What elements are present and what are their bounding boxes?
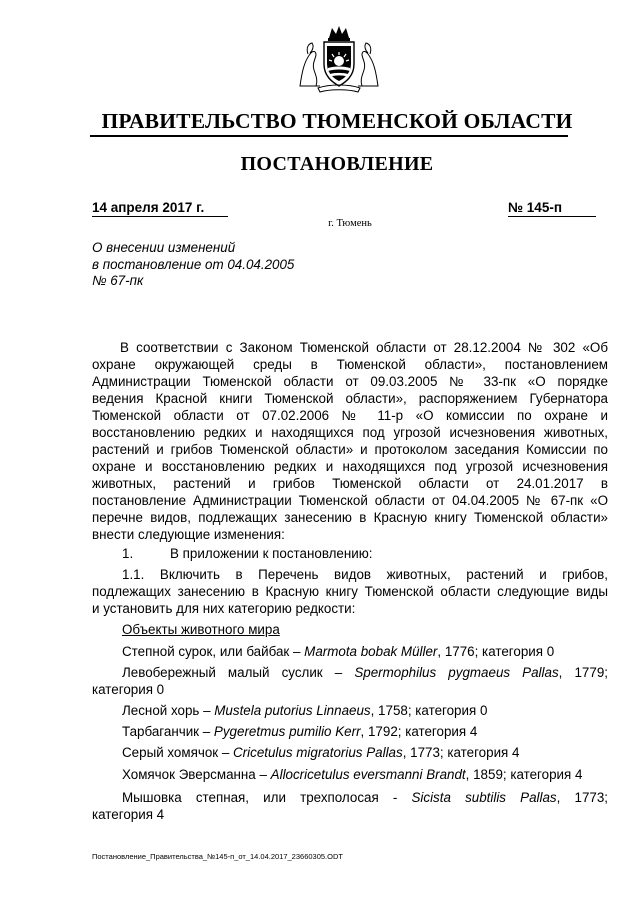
- preamble-line: В соответствии с Законом Тюменской области от 28.12.2004 № 302 «Об: [120, 340, 608, 355]
- species-latin: Pygeretmus pumilio Kerr: [213, 724, 361, 739]
- species-name: Тарбаганчик –: [122, 724, 214, 739]
- preamble-line: перечне видов, подлежащих занесению в Красную книгу Тюменской области»: [92, 510, 608, 525]
- species-name: Хомячок Эверсманна –: [122, 767, 271, 782]
- species-entry: [122, 723, 477, 740]
- subject-line: в постановление от 04.04.2005: [92, 256, 295, 272]
- coat-of-arms-icon: [294, 24, 384, 94]
- preamble-line: восстановлению редких и находящихся под угрозой исчезновения животных,: [92, 425, 608, 440]
- species-category: , 1859; категория 4: [465, 767, 583, 782]
- species-entry: [122, 744, 519, 761]
- item-number: 1.: [122, 546, 134, 561]
- species-entry: [122, 766, 582, 783]
- footer-filename: Постановление_Правительства_№145-п_от_14.04.2017_23660305.ODT: [92, 852, 343, 861]
- species-category: , 1779;: [558, 665, 608, 680]
- species-entry-cont: категория 4: [92, 807, 165, 822]
- item-text: В приложении к постановлению:: [170, 546, 373, 561]
- species-entry-cont: категория 0: [92, 682, 165, 697]
- document-subject: [92, 240, 294, 290]
- document-date: 14 апреля 2017 г.: [92, 200, 228, 217]
- species-latin: Cricetulus migratorius Pallas: [233, 745, 403, 760]
- species-name: Серый хомячок –: [122, 745, 234, 760]
- preamble-line: животных, растений и грибов Тюменской области от 24.01.2017 в: [92, 476, 608, 491]
- species-category: , 1776; категория 0: [437, 644, 555, 659]
- government-name: ПРАВИТЕЛЬСТВО ТЮМЕНСКОЙ ОБЛАСТИ: [101, 109, 573, 133]
- preamble-line: ведения Красной книги Тюменской области», распоряжением Губернатора: [92, 391, 608, 406]
- preamble-line: внести следующие изменения:: [92, 527, 285, 542]
- species-latin: Sicista subtilis Pallas: [411, 790, 557, 805]
- species-latin: Spermophilus pygmaeus Pallas: [354, 665, 559, 680]
- species-category: , 1758; категория 0: [370, 703, 488, 718]
- subject-line: О внесении изменений: [92, 240, 236, 255]
- species-entry: [122, 664, 608, 681]
- species-latin: Allocricetulus eversmanni Brandt: [270, 767, 466, 782]
- species-category: , 1792; категория 4: [360, 724, 478, 739]
- preamble-line: охране и восстановлению редких и находящихся под угрозой исчезновения: [92, 459, 608, 474]
- subject-line: № 67-пк: [92, 273, 144, 288]
- species-category: , 1773; категория 4: [402, 745, 520, 760]
- document-number: № 145-п: [508, 200, 596, 217]
- document-type-title: ПОСТАНОВЛЕНИЕ: [240, 153, 434, 175]
- preamble-line: постановление Администрации Тюменской области от 04.04.2005 № 67-пк «О: [92, 493, 608, 508]
- item11-line: 1.1. Включить в Перечень видов животных, растений и грибов,: [122, 567, 608, 582]
- preamble-line: охране окружающей среды в Тюменской области», постановлением: [92, 357, 608, 372]
- species-latin: Marmota bobak Müller: [304, 644, 438, 659]
- species-name: Лесной хорь –: [122, 703, 215, 718]
- species-entry: [122, 789, 608, 806]
- species-latin: Mustela putorius Linnaeus: [214, 703, 371, 718]
- species-category: , 1773;: [556, 790, 609, 805]
- title-underline: [90, 135, 568, 137]
- preamble-line: Администрации Тюменской области от 09.03.2005 № 33-пк «О порядке: [92, 374, 608, 389]
- species-name: Мышовка степная, или трехполосая -: [122, 790, 412, 805]
- section-title: Объекты животного мира: [122, 622, 280, 637]
- species-entry: [122, 702, 487, 719]
- species-name: Степной сурок, или байбак –: [122, 644, 305, 659]
- preamble-line: Тюменской области от 07.02.2006 № 11-р «О комиссии по охране и: [92, 408, 608, 423]
- document-city: г. Тюмень: [328, 218, 372, 229]
- preamble-line: растений и грибов Тюменской области» и протоколом заседания Комиссии по: [92, 442, 608, 457]
- item11-line: подлежащих занесению в Красную книгу Тюменской области следующие виды: [92, 584, 608, 599]
- species-entry: [122, 643, 554, 660]
- species-name: Левобережный малый суслик –: [122, 665, 355, 680]
- item11-line: и установить для них категорию редкости:: [92, 601, 356, 616]
